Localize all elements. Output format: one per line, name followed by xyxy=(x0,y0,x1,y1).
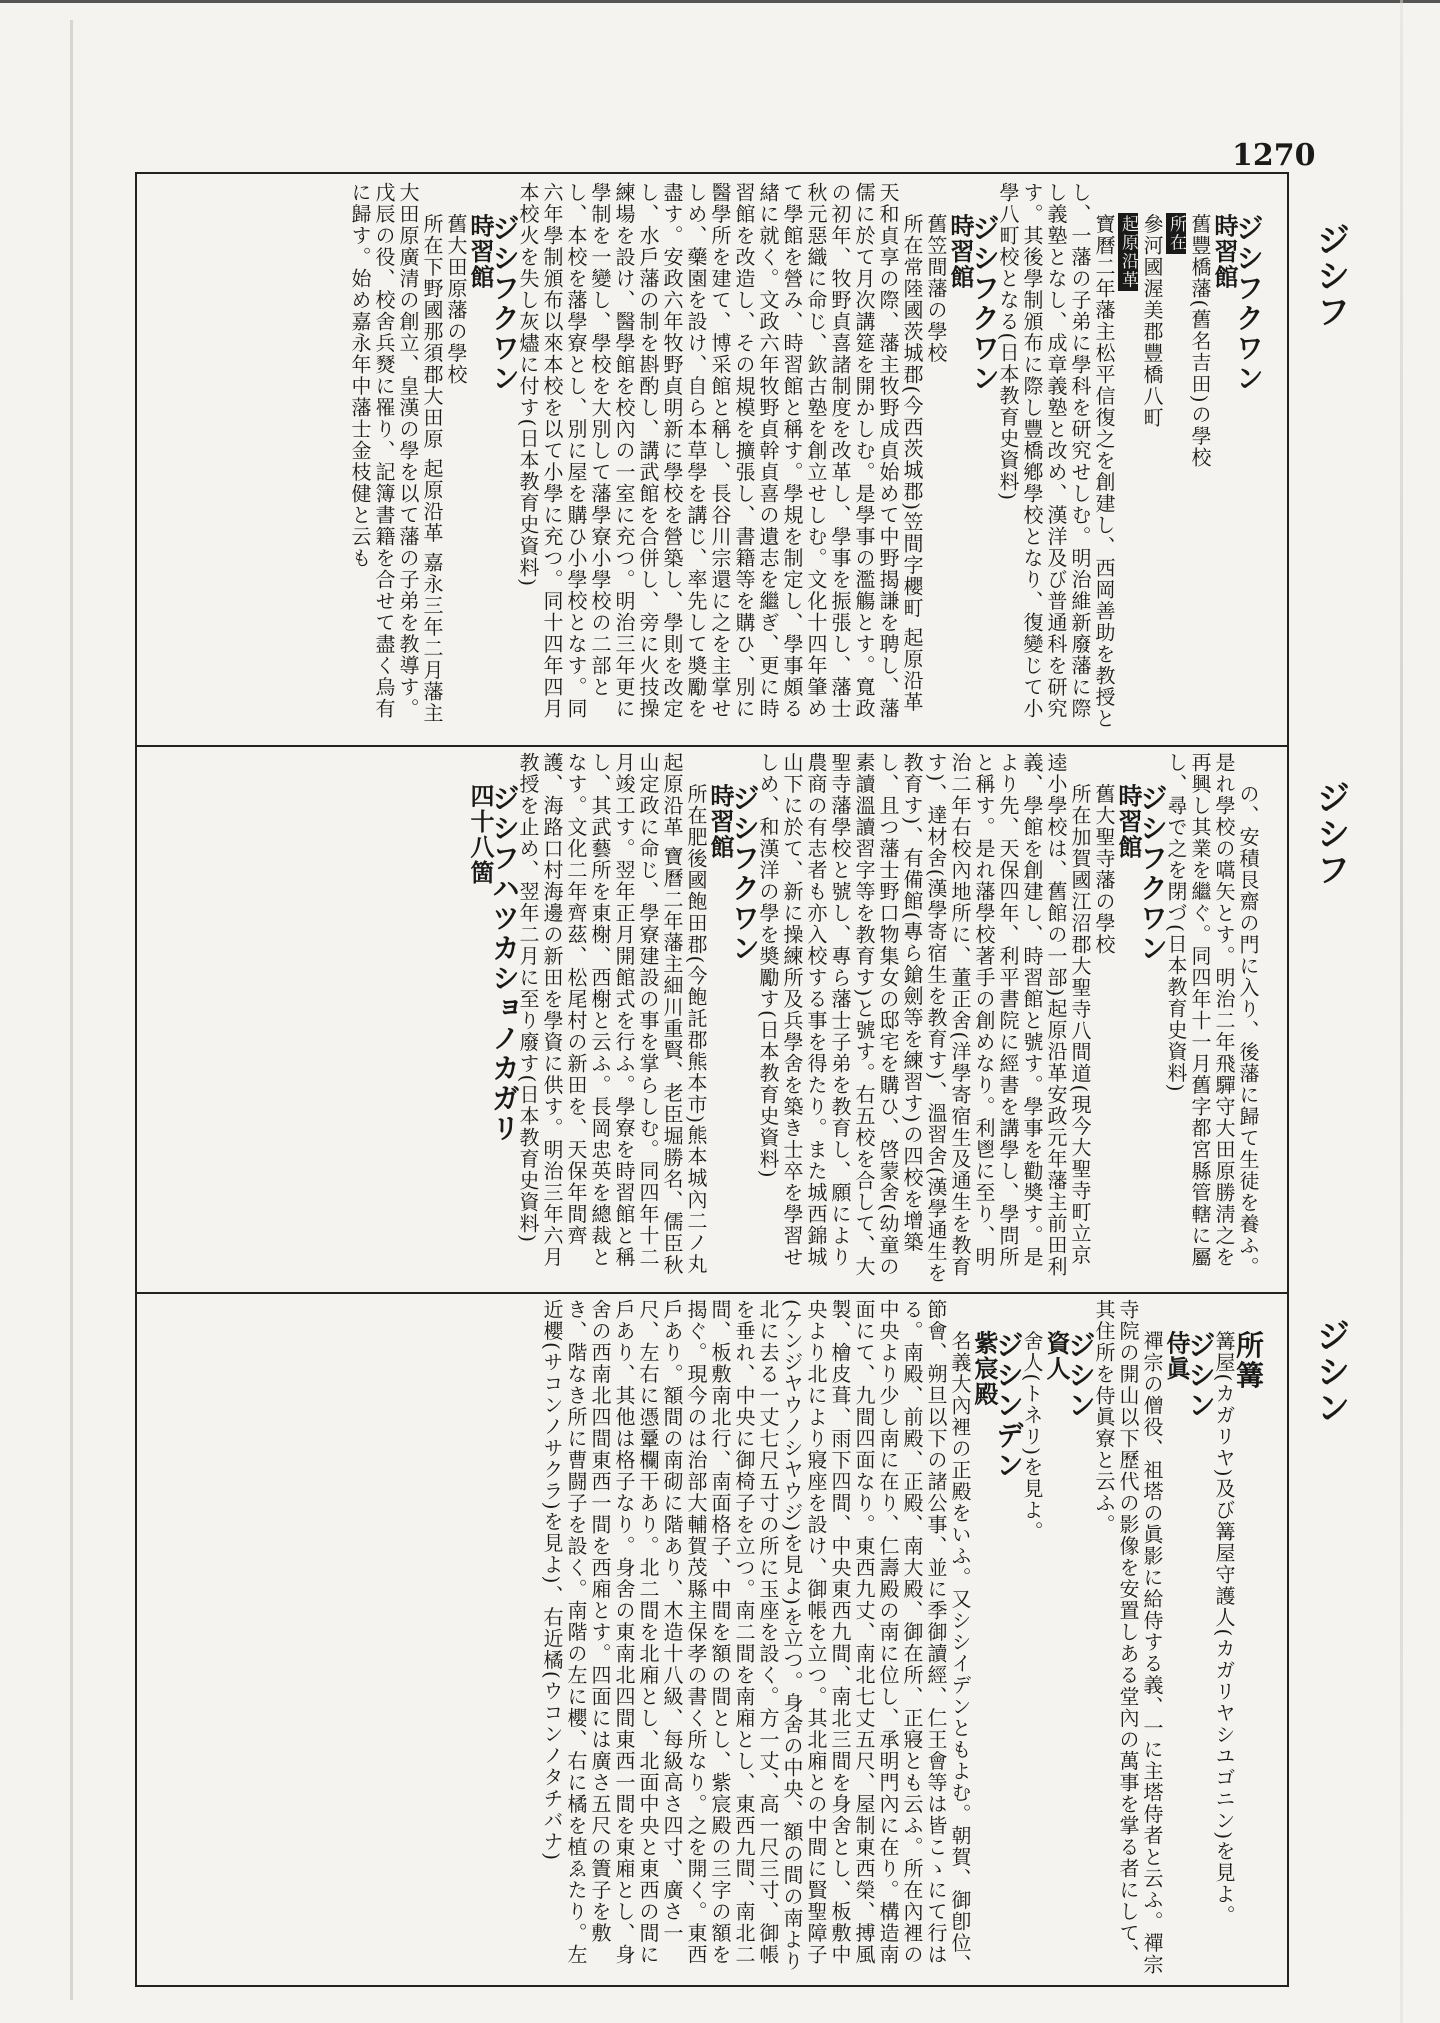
entry-headword: ジシフクワン xyxy=(1136,783,1169,964)
entry-title: 時習館 xyxy=(706,783,735,860)
entry-title: 時習館 xyxy=(466,213,495,290)
entry-title: 時習館 xyxy=(946,213,975,290)
entry-text: 舊豐橋藩(舊名吉田)の學校 xyxy=(1188,213,1212,469)
entry-headword: ジシンデン xyxy=(992,1330,1025,1481)
entry-text: 禪宗の僧役、祖塔の眞影に給侍する義、一に主塔侍者と云ふ。禪宗寺院の開山以下歷代の影像を安置しある堂內の萬事を掌る者にして、其住所を侍眞寮と云ふ。 xyxy=(1092,1299,1164,1976)
entry-title: 四十八箇 xyxy=(466,783,495,886)
entry-title: 資人 xyxy=(1042,1330,1071,1382)
entry-text: 參河國渥美郡豐橋八町 xyxy=(1140,213,1164,429)
entry-headword: ジシン xyxy=(1184,1330,1217,1421)
entry-tag: 所在 xyxy=(1166,215,1186,253)
entry-column xyxy=(324,182,1284,740)
entry-text: 所在下野國那須郡大田原 起原沿革 嘉永三年二月藩主大田原廣清の創立、皇漢の學を以て藩の子弟を教導す。戊辰の役、校舍兵燹に罹り、記簿書籍を合せて盡く烏有に歸す。始め嘉永年中藩士金枝健と云も xyxy=(348,182,444,724)
entry-headword: ジシフハツカショノカガリ xyxy=(488,783,521,1144)
entry-text: 舊大田原藩の學校 xyxy=(444,213,468,386)
entry-headword: ジシフクワン xyxy=(968,213,1001,394)
entry-text: 所在加賀國江沼郡大聖寺八間道(現今大聖寺町立京逵小學校は、舊館の一部)起原沿革安政元年藩主前田利義、學館を創建し、時習館と號す。學事を勸奬す。是より先、天保四年、利平書院に經書を講學し、學問所と稱す。是れ藩學校著手の創めなり。利鬯に至り、明治二年右校內地所に、董正舍(洋學寄宿生及通生を教育す)、達材舍(漢學寄宿生を教育す)、溫習舍(漢學通生を教育す)、有備館(專ら鎗劍等を練習す)の四校を增築し、且つ藩士野口物集女の邸宅を購ひ、啓蒙舍(幼童の素讀溫讀習字等を教育す)と號す。右五校を合して、大聖寺藩學校と號し、專ら藩士子弟を教育し、願により農商の有志者も亦入校する事を得たり。また城西錦城山下に於て、新に操練所及兵學舍を築き士卒を學習せしめ、和漢洋の學を奬勵す(日本教育史資料) xyxy=(756,752,1092,1284)
entry-text: 寶曆二年藩主松平信復之を創建し、西岡善助を教授とし、一藩の子弟に學科を研究せしむ。明治維新廢藩に際し義塾となし、成章義塾と改め、漢洋及び普通科を研究す。其後學制頒布に際し豐橋鄕學校となり、復變じて小學八町校となる(日本教育史資料) xyxy=(996,182,1116,730)
side-label: ジシン xyxy=(1310,1318,1350,1426)
section-divider xyxy=(135,745,1289,747)
entry-title: 紫宸殿 xyxy=(970,1330,999,1407)
entry-text: 篝屋(カガリヤ)及び篝屋守護人(カガリヤシユゴニン)を見よ。 xyxy=(1212,1330,1236,1927)
page-spine xyxy=(1400,0,1403,2023)
entry-text: 所在肥後國飽田郡(今飽託郡熊本市)熊本城內二ノ丸 起原沿革 寶曆二年藩主細川重賢、老臣堀勝名、儒臣秋山定政に命じ、學寮建設の事を掌らしむ。同四年十二月竣工す。翌年正月開館式を行ふ。學寮を時習館と稱し、其武藝所を東榭、西榭と云ふ。長岡忠英を總裁となす。文化二年齊茲、松尾村の新田を、天保年間齊護、海路口村海邊の新田を學資に供す。明治三年六月教授を止め、翌年二月に至り廢す(日本教育史資料) xyxy=(516,752,708,1283)
entry-text: の、安積艮齋の門に入り、後藩に歸て生徒を養ふ。是れ學校の嚆矢とす。明治二年飛驒守大田原勝淸之を再興し其業を繼ぐ。同四年十一月舊字都宮縣管轄に屬し、尋で之を閉づ(日本教育史資料) xyxy=(1164,752,1260,1278)
entry-headword: ジシフクワン xyxy=(728,783,761,964)
side-label: ジシフ xyxy=(1310,222,1350,330)
entry-column xyxy=(516,1299,1284,1979)
entry-headword: ジシン xyxy=(1064,1330,1097,1421)
entry-text: 舊大聖寺藩の學校 xyxy=(1092,783,1116,956)
entry-text: 所在常陸國茨城郡(今西茨城郡)笠間字櫻町 起原沿革 天和貞享の際、藩主牧野成貞始めて中野揭謙を聘し、藩儒に於て月次講筵を開かしむ。是學事の濫觴とす。寬政の初年、牧野貞喜諸制度を改革し、學事を振張し、藩士秋元惡織に命じ、欽古塾を創立せしむ。文化十四年肇めて學館を營み、時習館と稱す。學規を制定し、學事頗る緖に就く。文政六年牧野貞幹貞喜の遺志を繼ぎ、更に時習館を改造し、その規模を擴張し、書籍等を購ひ、別に醫學所を建て、博采館と稱し、長谷川宗還に之を主掌せしめ、藥園を設け、自ら本草學を講じ、率先して奬勵を盡す。安政六年牧野貞明新に學校を營築し、學則を改定し、水戶藩の制を斟酌し、講武館を合併し、旁に火技操練場を設け、醫學館を校內の一室に充つ。明治三年更に學制を一變し、學校を大別して藩學寮小學校の二部とし、本校を藩學寮とし、別に屋を購ひ小學校となす。同六年學制頒布以來本校を以て小學に充つ。同十四年四月本校火を失し灰燼に付す(日本教育史資料) xyxy=(516,182,924,721)
entry-headword: 所篝 xyxy=(1232,1330,1265,1391)
entry-text: 舍人(トネリ)を見よ。 xyxy=(1020,1330,1044,1543)
page-number: 1270 xyxy=(1232,138,1316,173)
entry-headword: ジシフクワン xyxy=(1232,213,1265,394)
section-divider xyxy=(135,1292,1289,1294)
section-bottom xyxy=(140,1299,1284,1979)
entry-title: 時習館 xyxy=(1210,213,1239,290)
top-rule xyxy=(0,0,1440,3)
entry-tag: 起原沿革 xyxy=(1118,215,1138,290)
entry-column xyxy=(444,752,1284,1287)
entry-title: 時習館 xyxy=(1114,783,1143,860)
page-fold xyxy=(70,20,73,2000)
entry-text: 名義大內裡の正殿をいふ。又シシイデンともよむ。朝賀、御卽位、節會、朔旦以下の諸公事、並に季御讀經、仁王會等は皆こゝにて行はる。南殿、前殿、正殿、南大殿、御在所、正寢とも云ふ。所在內裡の中央より少し南に在り、仁壽殿の南に位し、承明門內に在り。構造南面にて、九間四面なり。東西九丈、南北七丈五尺、屋制東西榮、搏風製、檜皮葺、雨下四間、中央東西九間、南北三間を身舍とし、板敷中央より北により寢座を設け、御帳を立つ。其北廂との中間に賢聖障子(ケンジヤウノシヤウジ)を見よ)を立つ。身舍の中央、額の間の南より北に去る一丈七尺五寸の所に玉座を設く。方一丈、高一尺三寸、御帳を垂れ、中央に御椅子を立つ。南二間を南廂とし、東西九間、南北二間、板敷南北行、南面格子、中間を額の間とし、紫宸殿の三字の額を揭ぐ。現今のは治部大輔賀茂縣主保孝の書く所なり。之を開く。東西戶あり。額間の南砌に階あり、木造十八級、每級高さ四寸、廣さ一尺、左右に憑鞷欄干あり。北二間を北廂とし、北面中央と東西の間に戶あり、其他は格子なり。身舍の東南北四間東西一間を東廂とし、身舍の西南北四間東西一間を西廂とす。四面には廣さ五尺の簀子を敷き、階なき所に曹闘子を設く。南階の左に櫻、右に橘を植ゑたり。左近櫻(サコンノサクラ)を見よ)、右近橘(ウコンノタチバナ) xyxy=(540,1299,972,1976)
entry-text: 舊笠間藩の學校 xyxy=(924,213,948,364)
section-middle xyxy=(140,752,1284,1287)
entry-title: 侍眞 xyxy=(1162,1330,1191,1382)
side-label: ジシフ xyxy=(1310,780,1350,888)
entry-headword: ジシフクワン xyxy=(488,213,521,394)
section-top xyxy=(140,182,1284,740)
